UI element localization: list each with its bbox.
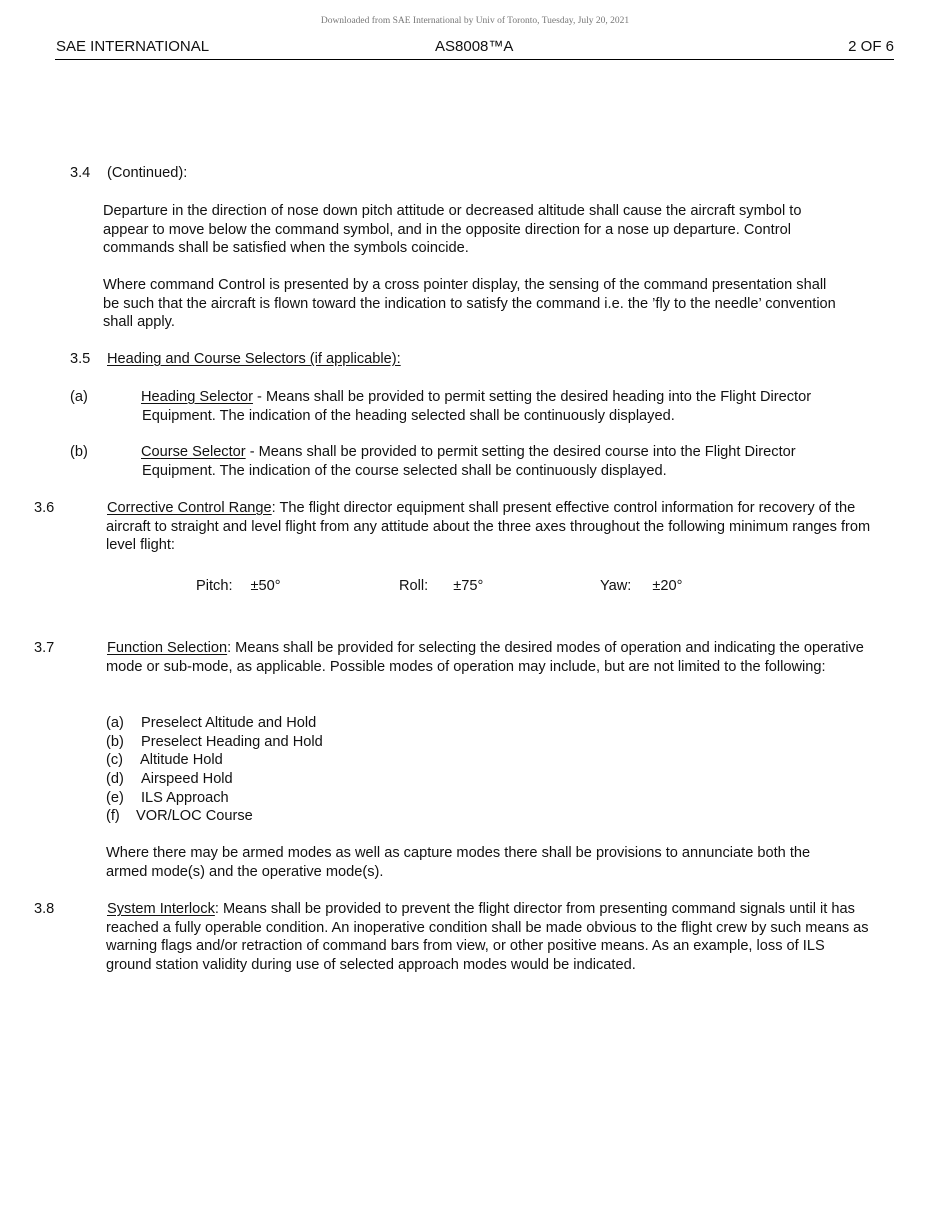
list-item-label: (c): [106, 752, 124, 769]
header-organization: SAE INTERNATIONAL: [56, 38, 210, 55]
mode-list: [106, 714, 323, 826]
yaw-label: Yaw:: [600, 578, 632, 594]
list-item: [106, 714, 323, 733]
roll-label: Roll:: [399, 578, 429, 594]
section-text: : Means shall be provided to prevent the flight director from presenting command signals until it has reached a fully operable condition. An inoperative condition shall be made obvious to the flight crew by such means as warning flags and/or retraction of command bars from view, or other positive means. As an example, loss of ILS ground station validity during use of selected approach modes would be indicated.: [106, 901, 869, 974]
list-item: [106, 751, 323, 770]
section-number: 3.5: [70, 351, 91, 367]
section-text: : Means shall be provided for selecting the desired modes of operation and indicating the operative mode or sub-mode, as applicable. Possible modes of operation may include, but are not limited to the following:: [106, 640, 864, 675]
section-3-8-paragraph: [34, 900, 872, 975]
header-document-number: AS8008™A: [435, 38, 514, 55]
yaw-range: [600, 577, 682, 596]
list-item-label: (e): [106, 789, 124, 806]
list-item: [106, 789, 323, 808]
list-item: [106, 807, 323, 826]
yaw-value: ±20°: [652, 578, 683, 594]
item-text: - Means shall be provided to permit setting the desired heading into the Flight Director Equipment. The indication of the heading selected shall be continuously displayed.: [142, 389, 812, 424]
section-3-5-heading: [70, 350, 401, 369]
list-item-text: Preselect Altitude and Hold: [141, 715, 317, 731]
section-3-4-paragraph-1: Departure in the direction of nose down pitch attitude or decreased altitude shall cause the aircraft symbol to appear to move below the command symbol, and in the opposite direction for a nose up departure. Control commands shall be satisfied when the symbols coincide.: [103, 203, 802, 257]
list-item-text: VOR/LOC Course: [136, 808, 253, 825]
section-title: Heading and Course Selectors (if applicable):: [107, 351, 401, 367]
list-item-text: ILS Approach: [141, 789, 229, 806]
download-notice: Downloaded from SAE International by Univ of Toronto, Tuesday, July 20, 2021: [320, 16, 630, 26]
section-3-7-closing: Where there may be armed modes as well as capture modes there shall be provisions to annunciate both the armed mode(s) and the operative mode(s).: [106, 845, 811, 880]
section-text: : The flight director equipment shall present effective control information for recovery of the aircraft to straight and level flight from any attitude about the three axes throughout the following minimum ranges from level flight:: [106, 500, 871, 554]
header-rule: [55, 59, 894, 60]
list-item: [106, 733, 323, 752]
item-label: (b): [70, 444, 88, 460]
section-3-7-paragraph: [34, 639, 872, 676]
item-label: (a): [70, 389, 88, 405]
list-item-text: Airspeed Hold: [141, 771, 233, 788]
list-item-label: (f): [106, 808, 120, 825]
list-item-text: Preselect Heading and Hold: [141, 733, 323, 750]
section-title: (Continued):: [107, 165, 188, 181]
section-title: Function Selection: [107, 640, 228, 656]
section-3-5-item-a: [70, 388, 872, 425]
item-text: - Means shall be provided to permit setting the desired course into the Flight Director Equipment. The indication of the course selected shall be continuously displayed.: [142, 444, 796, 479]
section-3-6-paragraph: [34, 499, 872, 555]
section-number: 3.4: [70, 165, 91, 181]
section-title: Corrective Control Range: [107, 500, 272, 516]
list-item: [106, 770, 323, 789]
section-title: System Interlock: [107, 901, 215, 917]
section-number: 3.6: [34, 500, 55, 516]
pitch-value: ±50°: [250, 578, 281, 594]
header-page-number: 2 OF 6: [848, 38, 894, 55]
section-3-4-paragraph-2: Where command Control is presented by a cross pointer display, the sensing of the command presentation shall be such that the aircraft is flown toward the indication to satisfy the command i.e. the ’fly to the needle’ convention shall apply.: [103, 277, 836, 331]
section-3-4-heading: [70, 164, 187, 183]
list-item-label: (d): [106, 771, 124, 788]
roll-value: ±75°: [453, 578, 484, 594]
item-term: Heading Selector: [141, 389, 253, 405]
section-3-5-item-b: [70, 443, 872, 480]
item-term: Course Selector: [141, 444, 246, 460]
list-item-text: Altitude Hold: [140, 752, 223, 769]
list-item-label: (b): [106, 733, 124, 750]
list-item-label: (a): [106, 715, 124, 731]
pitch-range: [196, 577, 281, 596]
roll-range: [399, 577, 483, 596]
section-number: 3.8: [34, 901, 55, 917]
section-number: 3.7: [34, 640, 55, 656]
pitch-label: Pitch:: [196, 578, 233, 594]
